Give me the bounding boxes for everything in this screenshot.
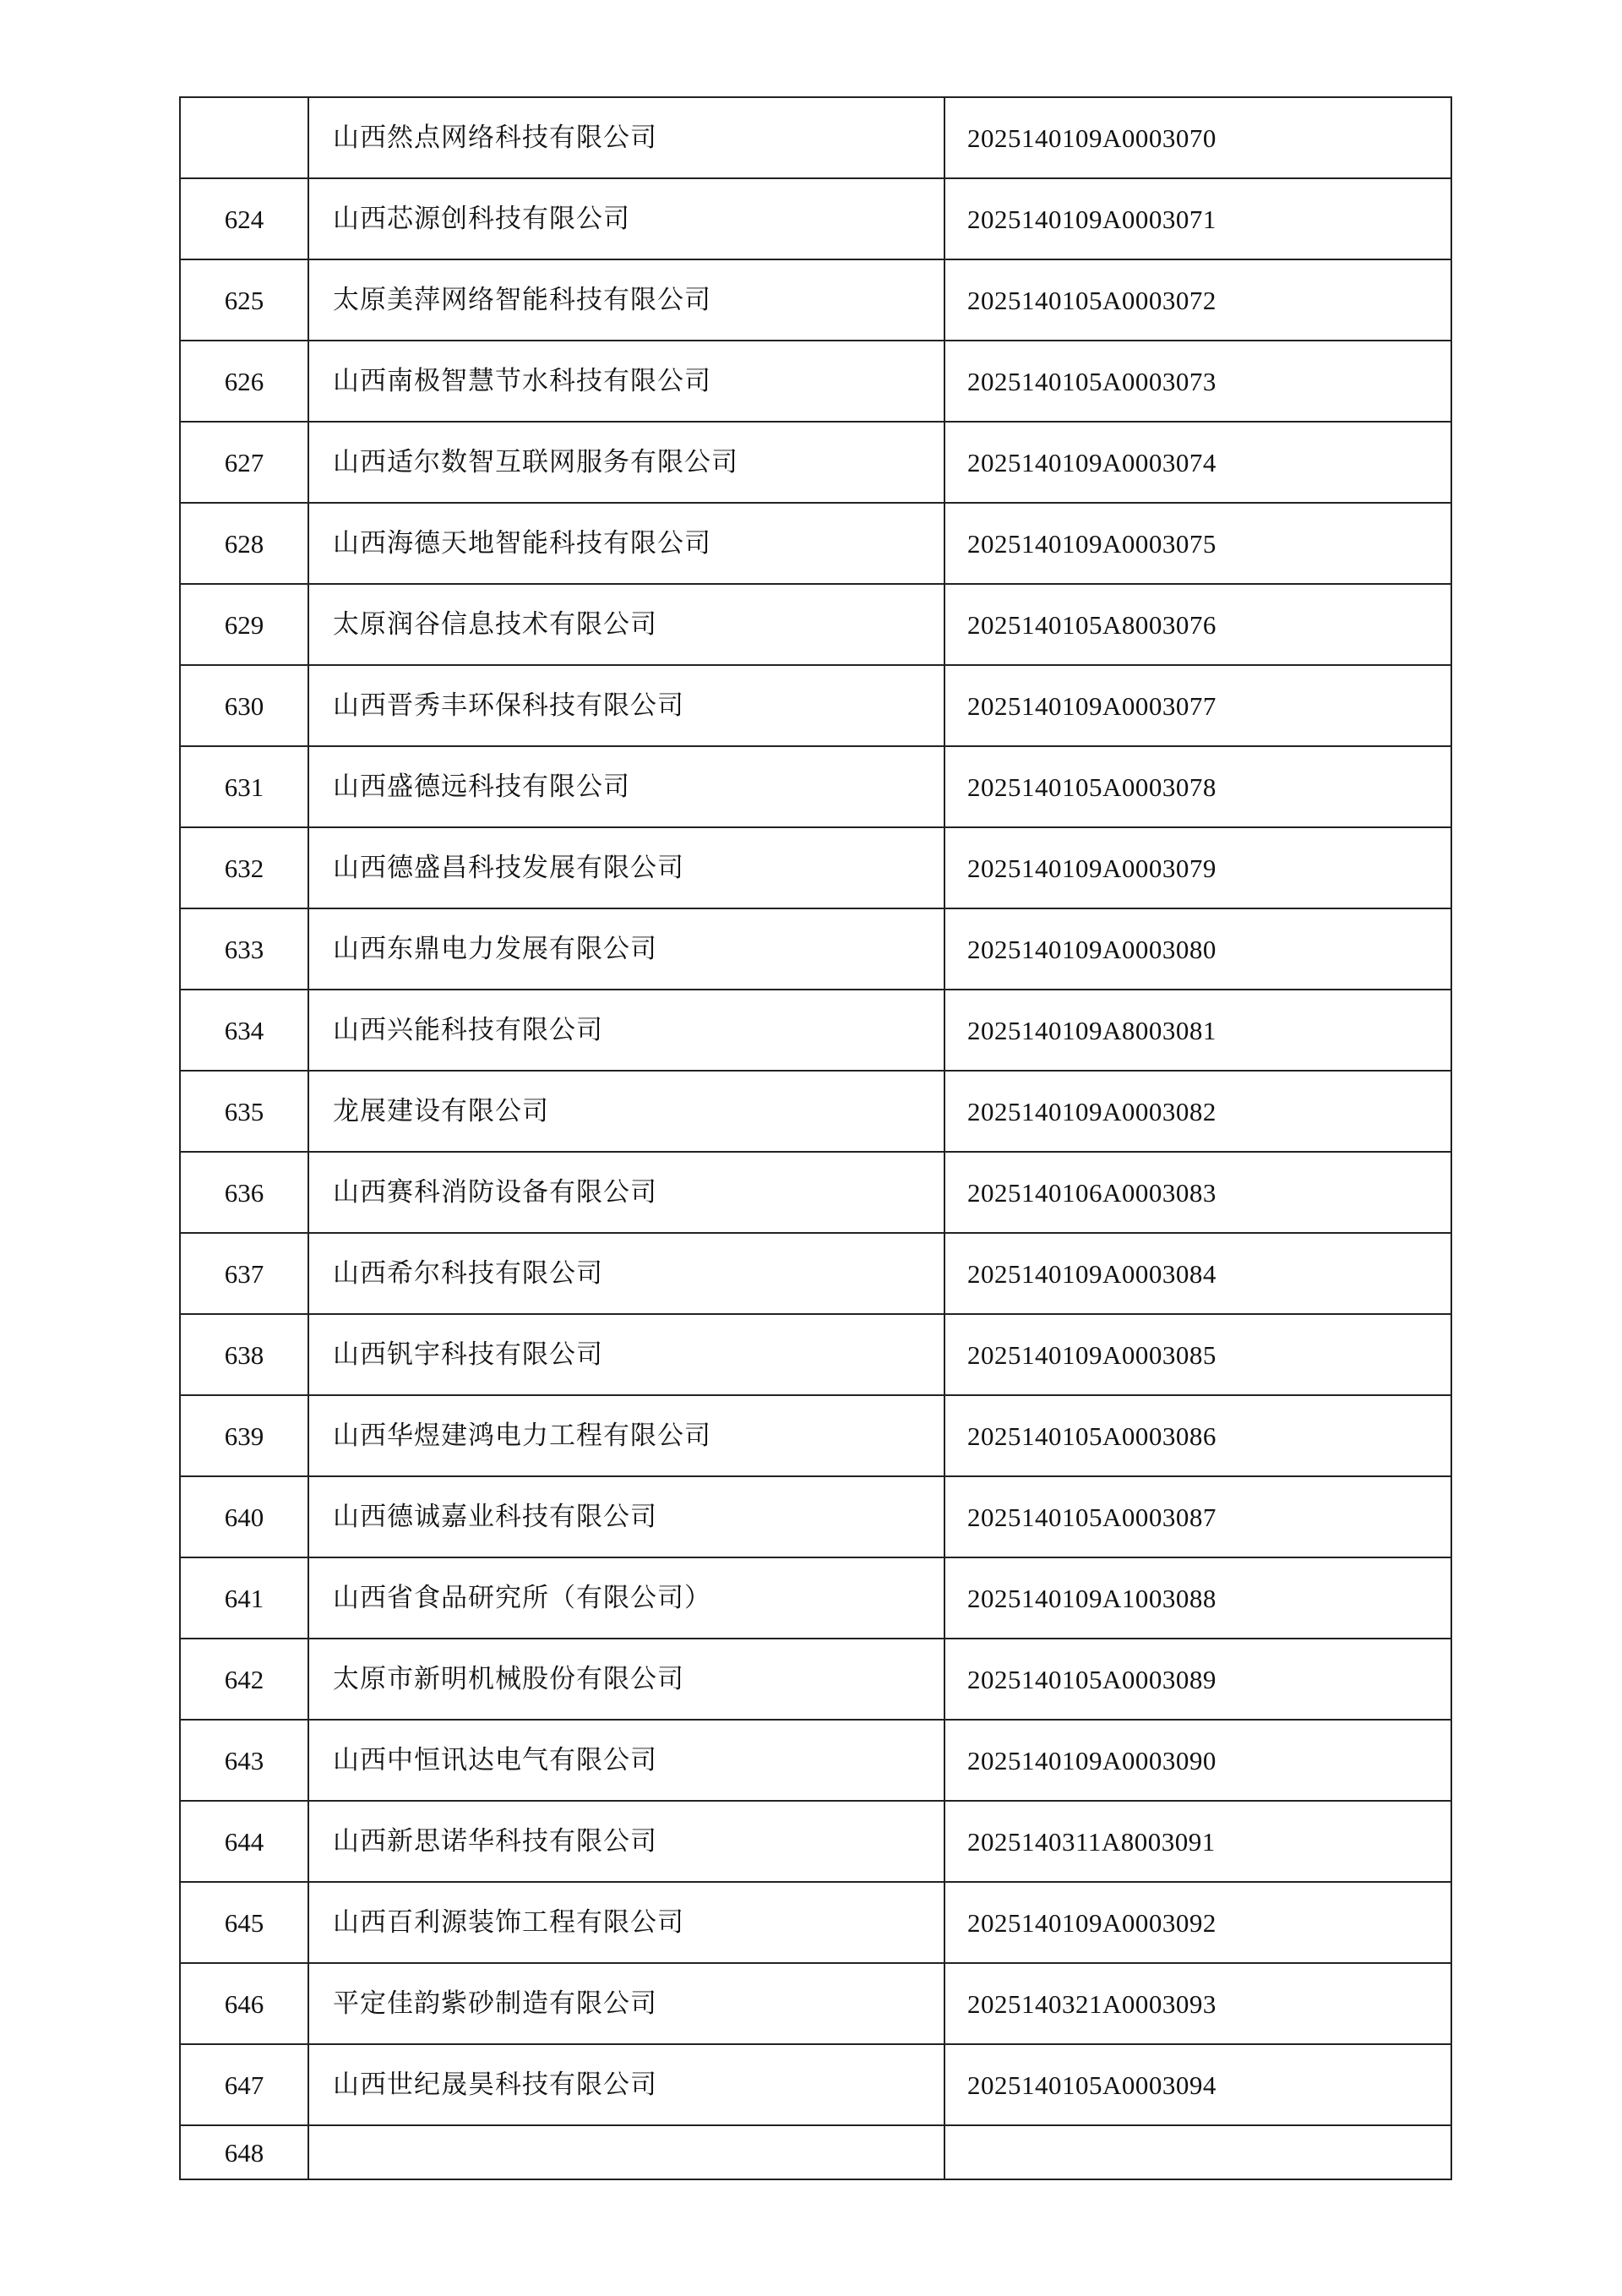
registration-code-cell: 2025140109A0003074 <box>944 422 1451 503</box>
row-number-cell: 643 <box>180 1720 308 1801</box>
row-number-cell: 628 <box>180 503 308 584</box>
row-number-cell: 648 <box>180 2125 308 2179</box>
table-row <box>180 665 1451 746</box>
row-number-cell: 633 <box>180 908 308 990</box>
company-name-cell: 山西德诚嘉业科技有限公司 <box>308 1476 944 1557</box>
registration-code-cell: 2025140109A0003090 <box>944 1720 1451 1801</box>
registration-code-cell: 2025140109A0003080 <box>944 908 1451 990</box>
row-number-cell: 630 <box>180 665 308 746</box>
row-number-cell: 638 <box>180 1314 308 1395</box>
company-name-cell: 山西华煜建鸿电力工程有限公司 <box>308 1395 944 1476</box>
registration-code-cell: 2025140321A0003093 <box>944 1963 1451 2044</box>
table-row <box>180 1071 1451 1152</box>
company-name-cell: 山西海德天地智能科技有限公司 <box>308 503 944 584</box>
row-number-cell: 634 <box>180 990 308 1071</box>
registration-code-cell: 2025140105A0003078 <box>944 746 1451 827</box>
table-row <box>180 827 1451 908</box>
table-row <box>180 503 1451 584</box>
registration-code-cell: 2025140311A8003091 <box>944 1801 1451 1882</box>
company-name-cell: 太原市新明机械股份有限公司 <box>308 1639 944 1720</box>
registration-code-cell: 2025140105A0003072 <box>944 259 1451 341</box>
table-row <box>180 2044 1451 2125</box>
table-row <box>180 746 1451 827</box>
row-number-cell: 635 <box>180 1071 308 1152</box>
company-name-cell: 山西芯源创科技有限公司 <box>308 178 944 259</box>
company-name-cell: 山西钒宇科技有限公司 <box>308 1314 944 1395</box>
company-name-cell: 山西世纪晟昊科技有限公司 <box>308 2044 944 2125</box>
registration-code-cell <box>944 2125 1451 2179</box>
company-name-cell: 山西希尔科技有限公司 <box>308 1233 944 1314</box>
row-number-cell: 626 <box>180 341 308 422</box>
table-row <box>180 259 1451 341</box>
registration-code-cell: 2025140105A0003089 <box>944 1639 1451 1720</box>
company-name-cell: 太原美萍网络智能科技有限公司 <box>308 259 944 341</box>
company-registry-table <box>179 96 1452 2180</box>
company-name-cell: 山西晋秀丰环保科技有限公司 <box>308 665 944 746</box>
table-row <box>180 1233 1451 1314</box>
company-name-cell: 太原润谷信息技术有限公司 <box>308 584 944 665</box>
registration-code-cell: 2025140109A0003082 <box>944 1071 1451 1152</box>
row-number-cell: 646 <box>180 1963 308 2044</box>
table-row <box>180 908 1451 990</box>
table-body <box>180 97 1451 2179</box>
row-number-cell: 644 <box>180 1801 308 1882</box>
table-row <box>180 178 1451 259</box>
registration-code-cell: 2025140109A1003088 <box>944 1557 1451 1639</box>
table-row <box>180 1152 1451 1233</box>
company-name-cell: 山西省食品研究所（有限公司） <box>308 1557 944 1639</box>
row-number-cell: 639 <box>180 1395 308 1476</box>
registration-code-cell: 2025140109A0003079 <box>944 827 1451 908</box>
registration-code-cell: 2025140105A0003094 <box>944 2044 1451 2125</box>
registration-code-cell: 2025140105A0003086 <box>944 1395 1451 1476</box>
table-row <box>180 422 1451 503</box>
table-row <box>180 1395 1451 1476</box>
company-name-cell: 山西德盛昌科技发展有限公司 <box>308 827 944 908</box>
registration-code-cell: 2025140109A0003085 <box>944 1314 1451 1395</box>
table-row <box>180 1557 1451 1639</box>
row-number-cell: 647 <box>180 2044 308 2125</box>
registration-code-cell: 2025140109A8003081 <box>944 990 1451 1071</box>
registration-code-cell: 2025140109A0003070 <box>944 97 1451 178</box>
table-row <box>180 1963 1451 2044</box>
company-name-cell: 山西然点网络科技有限公司 <box>308 97 944 178</box>
table-row <box>180 1882 1451 1963</box>
table-row <box>180 1639 1451 1720</box>
registration-code-cell: 2025140109A0003075 <box>944 503 1451 584</box>
company-name-cell: 龙展建设有限公司 <box>308 1071 944 1152</box>
company-name-cell: 山西南极智慧节水科技有限公司 <box>308 341 944 422</box>
row-number-cell: 636 <box>180 1152 308 1233</box>
table-row <box>180 1720 1451 1801</box>
table-row <box>180 1801 1451 1882</box>
row-number-cell: 631 <box>180 746 308 827</box>
registration-code-cell: 2025140109A0003084 <box>944 1233 1451 1314</box>
table-row <box>180 341 1451 422</box>
company-name-cell: 山西盛德远科技有限公司 <box>308 746 944 827</box>
company-name-cell: 山西中恒讯达电气有限公司 <box>308 1720 944 1801</box>
row-number-cell: 632 <box>180 827 308 908</box>
table-row <box>180 990 1451 1071</box>
table-row <box>180 584 1451 665</box>
table-row <box>180 1476 1451 1557</box>
registration-code-cell: 2025140105A0003073 <box>944 341 1451 422</box>
registration-code-cell: 2025140105A0003087 <box>944 1476 1451 1557</box>
company-name-cell: 山西百利源装饰工程有限公司 <box>308 1882 944 1963</box>
row-number-cell: 629 <box>180 584 308 665</box>
row-number-cell: 641 <box>180 1557 308 1639</box>
company-name-cell <box>308 2125 944 2179</box>
company-name-cell: 山西新思诺华科技有限公司 <box>308 1801 944 1882</box>
company-name-cell: 平定佳韵紫砂制造有限公司 <box>308 1963 944 2044</box>
row-number-cell: 645 <box>180 1882 308 1963</box>
registration-code-cell: 2025140105A8003076 <box>944 584 1451 665</box>
company-name-cell: 山西适尔数智互联网服务有限公司 <box>308 422 944 503</box>
company-name-cell: 山西兴能科技有限公司 <box>308 990 944 1071</box>
registration-code-cell: 2025140106A0003083 <box>944 1152 1451 1233</box>
row-number-cell: 627 <box>180 422 308 503</box>
table-row <box>180 97 1451 178</box>
company-name-cell: 山西赛科消防设备有限公司 <box>308 1152 944 1233</box>
row-number-cell: 624 <box>180 178 308 259</box>
row-number-cell: 640 <box>180 1476 308 1557</box>
row-number-cell: 642 <box>180 1639 308 1720</box>
registration-code-cell: 2025140109A0003077 <box>944 665 1451 746</box>
row-number-cell <box>180 97 308 178</box>
registration-code-cell: 2025140109A0003071 <box>944 178 1451 259</box>
registration-code-cell: 2025140109A0003092 <box>944 1882 1451 1963</box>
row-number-cell: 637 <box>180 1233 308 1314</box>
row-number-cell: 625 <box>180 259 308 341</box>
table-row <box>180 1314 1451 1395</box>
company-name-cell: 山西东鼎电力发展有限公司 <box>308 908 944 990</box>
table-row <box>180 2125 1451 2179</box>
